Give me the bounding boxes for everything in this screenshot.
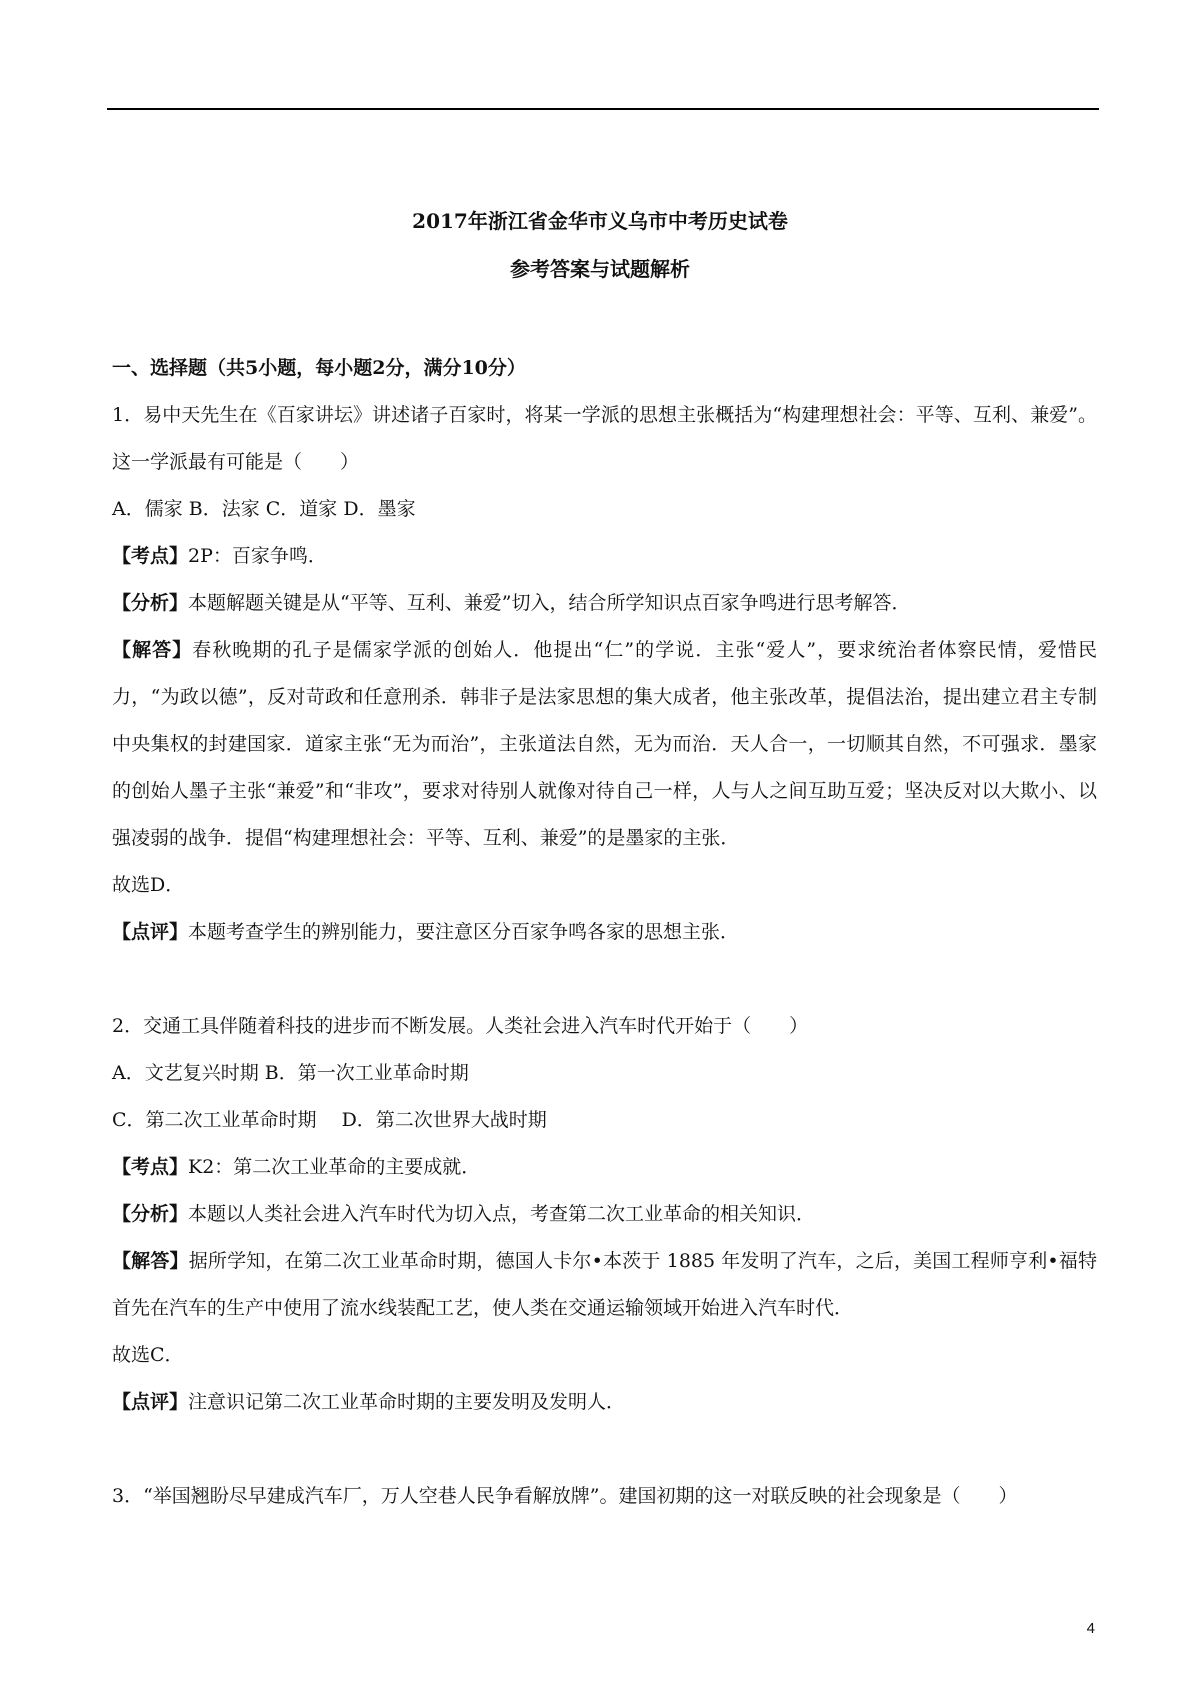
question-1-kaodian: 【考点】2P：百家争鸣． bbox=[112, 545, 327, 567]
question-2-kaodian: 【考点】K2：第二次工业革命的主要成就． bbox=[112, 1156, 481, 1178]
question-1-jieda: 【解答】春秋晚期的孔子是儒家学派的创始人．他提出“仁”的学说．主张“爱人”，要求统治者体察民情，爱惜民力，“为政以德”，反对苛政和任意刑杀．韩非子是法家思想的集大成者，他主张改革，提倡法治，提出建立君主专制中央集权的封建国家．道家主张“无为而治”，主张道法自然，无为而治．天人合一，一切顺其自然，不可强求．墨家的创始人墨子主张“兼爱”和“非攻”，要求对待别人就像对待自己一样，人与人之间互助互爱；坚决反对以大欺小、以强凌弱的战争．提倡“构建理想社会：平等、互利、兼爱”的是墨家的主张． bbox=[112, 639, 1097, 849]
dianping-label: 【点评】 bbox=[112, 921, 189, 943]
section-heading: 一、选择题（共5小题，每小题2分，满分10分） bbox=[112, 357, 526, 379]
question-1-fenxi: 【分析】本题解题关键是从“平等、互利、兼爱”切入，结合所学知识点百家争鸣进行思考解答． bbox=[112, 592, 911, 614]
spacer bbox=[112, 956, 1097, 1003]
question-3-stem: 3．“举国翘盼尽早建成汽车厂，万人空巷人民争看解放牌”。建国初期的这一对联反映的社会现象是（ ） bbox=[112, 1485, 1018, 1507]
question-2-stem: 2．交通工具伴随着科技的进步而不断发展。人类社会进入汽车时代开始于（ ） bbox=[112, 1015, 809, 1037]
question-2-jieda: 【解答】据所学知，在第二次工业革命时期，德国人卡尔•本茨于 1885 年发明了汽车，之后，美国工程师亨利•福特首先在汽车的生产中使用了流水线装配工艺，使人类在交通运输领域开始进入汽车时代． bbox=[112, 1250, 1097, 1319]
question-2-answer: 故选C． bbox=[112, 1344, 184, 1366]
document-title: 2017年浙江省金华市义乌市中考历史试卷 bbox=[412, 209, 788, 233]
fenxi-label: 【分析】 bbox=[112, 1203, 189, 1225]
kaodian-label: 【考点】 bbox=[112, 545, 189, 567]
question-1-options: A．儒家 B．法家 C．道家 D．墨家 bbox=[112, 498, 416, 520]
jieda-label: 【解答】 bbox=[112, 1250, 189, 1272]
question-1-dianping: 【点评】本题考查学生的辨别能力，要注意区分百家争鸣各家的思想主张． bbox=[112, 921, 740, 943]
question-1-answer: 故选D． bbox=[112, 874, 185, 896]
question-2-options-line1: A．文艺复兴时期 B．第一次工业革命时期 bbox=[112, 1062, 469, 1084]
spacer bbox=[112, 1426, 1097, 1473]
jieda-label: 【解答】 bbox=[112, 639, 193, 661]
question-2-dianping: 【点评】注意识记第二次工业革命时期的主要发明及发明人． bbox=[112, 1391, 626, 1413]
document-body bbox=[112, 345, 1097, 1520]
question-2-fenxi: 【分析】本题以人类社会进入汽车时代为切入点，考查第二次工业革命的相关知识． bbox=[112, 1203, 816, 1225]
document-subtitle: 参考答案与试题解析 bbox=[510, 257, 690, 281]
page-number: 4 bbox=[1086, 1620, 1095, 1637]
question-1-stem: 1．易中天先生在《百家讲坛》讲述诸子百家时，将某一学派的思想主张概括为“构建理想社会：平等、互利、兼爱”。这一学派最有可能是（ ） bbox=[112, 404, 1097, 473]
fenxi-label: 【分析】 bbox=[112, 592, 189, 614]
question-2-options-line2: C．第二次工业革命时期 D．第二次世界大战时期 bbox=[112, 1109, 547, 1131]
kaodian-label: 【考点】 bbox=[112, 1156, 189, 1178]
dianping-label: 【点评】 bbox=[112, 1391, 189, 1413]
header-rule bbox=[107, 108, 1099, 110]
